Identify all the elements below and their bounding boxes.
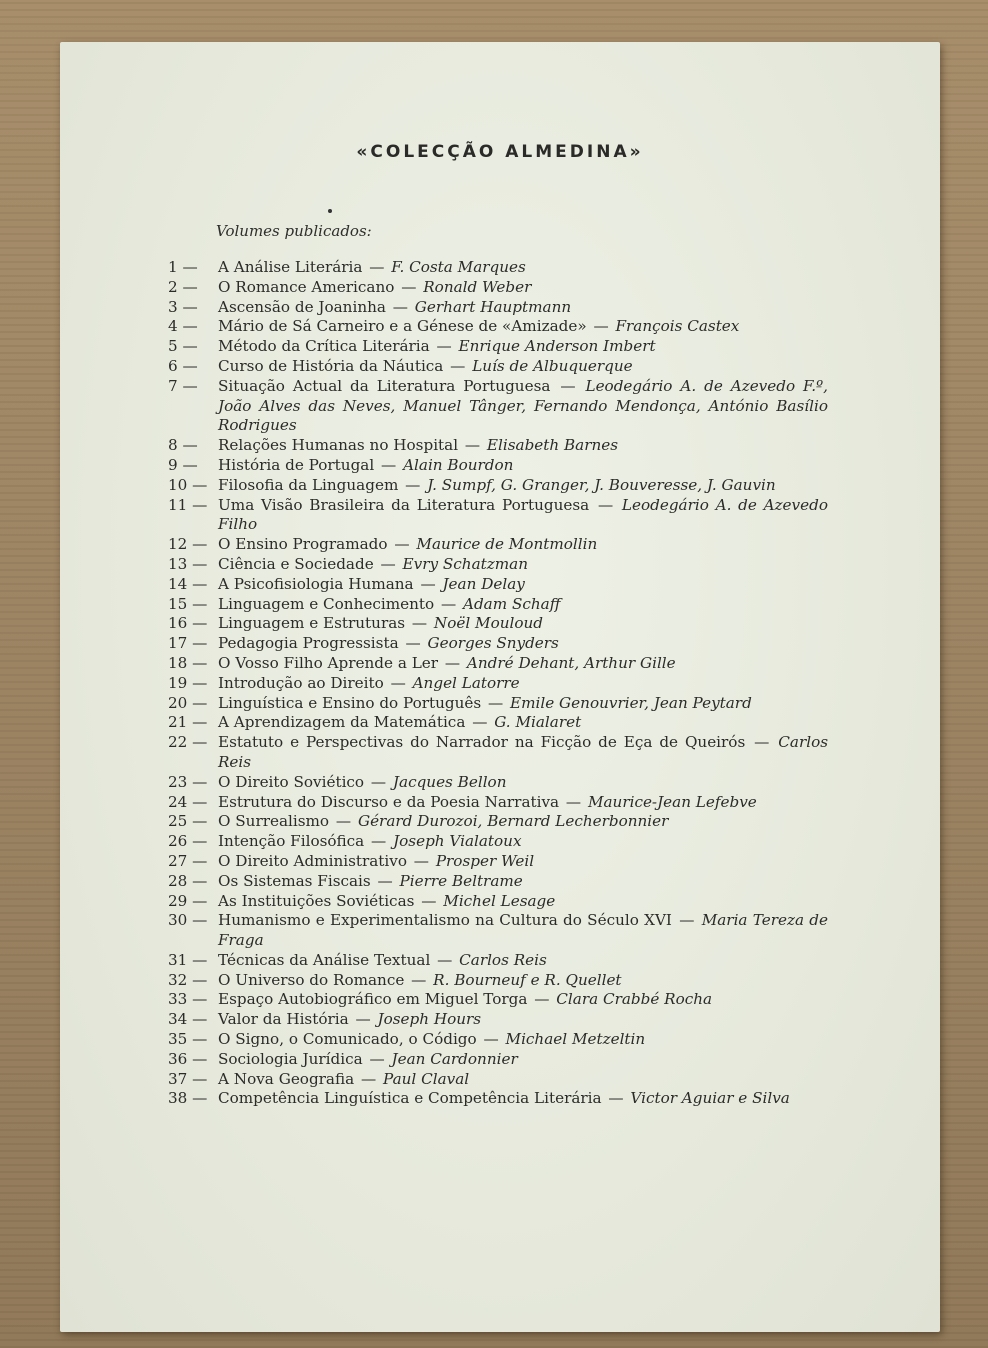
volume-entry xyxy=(218,614,828,634)
volume-entry xyxy=(218,733,828,773)
em-dash: — xyxy=(483,693,509,712)
volume-author: Leodegário A. de Azevedo Filho xyxy=(218,495,828,534)
em-dash: — xyxy=(440,653,465,672)
list-item xyxy=(168,298,828,318)
volume-number: 7 — xyxy=(168,376,198,395)
list-item xyxy=(168,337,828,357)
list-item xyxy=(168,674,828,694)
volume-number: 18 — xyxy=(168,653,208,672)
volume-number: 38 — xyxy=(168,1089,208,1108)
list-item xyxy=(168,971,828,991)
list-item xyxy=(168,1050,828,1070)
list-item xyxy=(168,614,828,634)
volume-title: O Universo do Romance xyxy=(218,970,405,989)
volume-title: Sociologia Jurídica xyxy=(218,1049,363,1068)
volume-title: Valor da História xyxy=(218,1010,349,1029)
volume-title: A Psicofisiologia Humana xyxy=(218,574,414,593)
volume-title: História de Portugal xyxy=(218,455,375,474)
volume-title: Técnicas da Análise Textual xyxy=(218,950,431,969)
volume-entry xyxy=(218,1070,828,1090)
list-item xyxy=(168,713,828,733)
list-item xyxy=(168,377,828,436)
volume-title: A Nova Geografia xyxy=(218,1069,355,1088)
list-item xyxy=(168,357,828,377)
em-dash: — xyxy=(561,792,586,811)
volume-author: Gerhart Hauptmann xyxy=(414,297,572,316)
em-dash: — xyxy=(364,258,390,276)
em-dash: — xyxy=(588,317,614,336)
volume-number: 4 — xyxy=(168,317,198,336)
em-dash: — xyxy=(385,673,411,692)
volume-entry xyxy=(218,278,828,298)
volume-title: O Signo, o Comunicado, o Código xyxy=(218,1030,477,1049)
list-item xyxy=(168,654,828,674)
volume-author: Maria Tereza de Fraga xyxy=(218,911,829,950)
volume-number: 30 — xyxy=(168,911,208,930)
volume-author: Adam Schaff xyxy=(462,594,561,613)
volume-number: 10 — xyxy=(168,475,208,494)
volume-title: Linguística e Ensino do Português xyxy=(218,693,482,712)
list-item xyxy=(168,535,828,555)
em-dash: — xyxy=(478,1030,504,1049)
volume-entry xyxy=(218,555,828,575)
list-item xyxy=(168,1030,828,1050)
em-dash: — xyxy=(389,535,415,554)
volume-author: Maurice de Montmollin xyxy=(416,535,598,554)
volume-list xyxy=(168,258,828,1109)
volume-title: Estatuto e Perspectivas do Narrador na Ficção de Eça de Queirós xyxy=(218,733,746,752)
volume-title: Ascensão de Joaninha xyxy=(218,297,386,316)
volume-number: 37 — xyxy=(168,1069,208,1088)
volume-number: 2 — xyxy=(168,277,198,296)
volume-entry xyxy=(218,674,828,694)
volume-number: 28 — xyxy=(168,871,208,890)
list-item xyxy=(168,911,828,951)
volume-entry xyxy=(218,793,828,813)
volume-number: 15 — xyxy=(168,594,208,613)
em-dash: — xyxy=(350,1010,376,1029)
volume-author: Carlos Reis xyxy=(218,733,829,771)
list-item xyxy=(168,1010,828,1030)
em-dash: — xyxy=(407,614,432,633)
volume-author: Joseph Hours xyxy=(377,1010,482,1029)
em-dash: — xyxy=(467,713,493,732)
volume-number: 27 — xyxy=(168,851,208,870)
volume-author: Paul Claval xyxy=(383,1069,470,1088)
volume-author: Jacques Bellon xyxy=(392,772,507,791)
em-dash: — xyxy=(591,495,620,514)
volume-author: Gérard Durozoi, Bernard Lecherbonnier xyxy=(357,812,669,831)
volume-title: Os Sistemas Fiscais xyxy=(218,871,371,890)
volume-entry xyxy=(218,535,828,555)
volume-title: O Vosso Filho Aprende a Ler xyxy=(218,653,439,672)
list-item xyxy=(168,634,828,654)
volume-title: Método da Crítica Literária xyxy=(218,337,430,356)
volume-entry xyxy=(218,812,828,832)
volume-number: 31 — xyxy=(168,950,208,969)
list-item xyxy=(168,694,828,714)
ink-dot xyxy=(328,209,332,213)
volume-author: André Dehant, Arthur Gille xyxy=(466,653,676,672)
volume-entry xyxy=(218,1010,828,1030)
volume-title: Humanismo e Experimentalismo na Cultura do Século XVI xyxy=(218,911,672,930)
volume-title: Linguagem e Conhecimento xyxy=(218,594,435,613)
volume-number: 33 — xyxy=(168,990,208,1009)
list-item xyxy=(168,496,828,536)
volume-title: Intenção Filosófica xyxy=(218,832,365,851)
volume-author: Prosper Weil xyxy=(435,851,535,870)
volume-author: Michel Lesage xyxy=(443,891,556,910)
list-item xyxy=(168,1089,828,1109)
volume-entry xyxy=(218,911,828,951)
volume-author: Georges Snyders xyxy=(427,634,559,653)
volume-entry xyxy=(218,990,828,1010)
em-dash: — xyxy=(673,911,700,930)
list-item xyxy=(168,456,828,476)
volume-title: Curso de História da Náutica xyxy=(218,356,444,375)
list-item xyxy=(168,892,828,912)
volume-title: Pedagogia Progressista xyxy=(218,634,399,653)
volume-entry xyxy=(218,713,828,733)
volume-entry xyxy=(218,496,828,536)
list-item xyxy=(168,278,828,298)
volume-author: Alain Bourdon xyxy=(403,455,514,474)
volume-entry xyxy=(218,1030,828,1050)
volume-number: 23 — xyxy=(168,772,208,791)
em-dash: — xyxy=(366,772,391,791)
volume-title: O Romance Americano xyxy=(218,277,395,296)
em-dash: — xyxy=(415,574,441,593)
volume-number: 1 — xyxy=(168,258,198,276)
volume-author: Maurice-Jean Lefebve xyxy=(587,792,757,811)
volume-author: Angel Latorre xyxy=(412,673,520,692)
em-dash: — xyxy=(331,812,356,831)
em-dash: — xyxy=(529,990,555,1009)
volume-entry xyxy=(218,1089,828,1109)
volume-entry xyxy=(218,634,828,654)
volume-entry xyxy=(218,436,828,456)
em-dash: — xyxy=(406,970,432,989)
volume-title: O Direito Soviético xyxy=(218,772,365,791)
list-item xyxy=(168,575,828,595)
volume-title: Uma Visão Brasileira da Literatura Portuguesa xyxy=(218,495,590,514)
volume-title: O Ensino Programado xyxy=(218,535,388,554)
list-item xyxy=(168,872,828,892)
series-title: «COLECÇÃO ALMEDINA» xyxy=(356,142,644,162)
em-dash: — xyxy=(356,1069,382,1088)
volume-number: 19 — xyxy=(168,673,208,692)
list-item xyxy=(168,476,828,496)
list-item xyxy=(168,852,828,872)
list-item xyxy=(168,773,828,793)
volume-entry xyxy=(218,892,828,912)
volume-title: O Surrealismo xyxy=(218,812,330,831)
volume-number: 12 — xyxy=(168,535,208,554)
volume-entry xyxy=(218,654,828,674)
volume-author: Carlos Reis xyxy=(459,950,547,969)
list-item xyxy=(168,1070,828,1090)
list-item xyxy=(168,595,828,615)
em-dash: — xyxy=(460,436,485,455)
volume-title: Relações Humanas no Hospital xyxy=(218,436,459,455)
volume-number: 14 — xyxy=(168,574,208,593)
volume-entry xyxy=(218,694,828,714)
published-volumes-heading: Volumes publicados: xyxy=(216,222,372,240)
volume-entry xyxy=(218,298,828,318)
volume-title: Estrutura do Discurso e da Poesia Narrativa xyxy=(218,792,560,811)
volume-title: As Instituições Soviéticas xyxy=(218,891,415,910)
em-dash: — xyxy=(376,455,402,474)
volume-author: J. Sumpf, G. Granger, J. Bouveresse, J. Gauvin xyxy=(427,475,776,494)
volume-entry xyxy=(218,575,828,595)
volume-title: Situação Actual da Literatura Portuguesa xyxy=(218,376,551,395)
volume-title: A Aprendizagem da Matemática xyxy=(218,713,466,732)
volume-number: 35 — xyxy=(168,1030,208,1049)
volume-title: Espaço Autobiográfico em Miguel Torga xyxy=(218,990,528,1009)
em-dash: — xyxy=(431,337,457,356)
list-item xyxy=(168,258,828,278)
volume-number: 8 — xyxy=(168,436,198,455)
volume-number: 36 — xyxy=(168,1049,208,1068)
volume-number: 22 — xyxy=(168,733,208,752)
volume-entry xyxy=(218,773,828,793)
volume-author: Luís de Albuquerque xyxy=(472,356,633,375)
volume-author: Clara Crabbé Rocha xyxy=(556,990,713,1009)
list-item xyxy=(168,793,828,813)
volume-title: A Análise Literária xyxy=(218,258,363,276)
volume-entry xyxy=(218,258,828,278)
volume-number: 11 — xyxy=(168,495,208,514)
em-dash: — xyxy=(366,832,392,851)
list-item xyxy=(168,733,828,773)
em-dash: — xyxy=(387,297,413,316)
volume-author: Leodegário A. de Azevedo F.º, João Alves das Neves, Manuel Tânger, Fernando Mendonça, António Basílio Rodrigues xyxy=(218,376,829,435)
list-item xyxy=(168,812,828,832)
volume-number: 3 — xyxy=(168,297,198,316)
volume-entry xyxy=(218,595,828,615)
volume-title: Ciência e Sociedade xyxy=(218,554,374,573)
volume-author: François Castex xyxy=(615,317,740,336)
book-back-cover xyxy=(60,42,940,1332)
em-dash: — xyxy=(400,634,426,653)
volume-entry xyxy=(218,357,828,377)
volume-author: Jean Cardonnier xyxy=(391,1049,518,1068)
volume-author: Jean Delay xyxy=(442,574,525,593)
volume-author: R. Bourneuf e R. Quellet xyxy=(433,970,622,989)
volume-entry xyxy=(218,1050,828,1070)
volume-author: Noël Mouloud xyxy=(433,614,543,633)
em-dash: — xyxy=(603,1089,629,1108)
volume-entry xyxy=(218,832,828,852)
volume-entry xyxy=(218,317,828,337)
volume-entry xyxy=(218,852,828,872)
volume-author: G. Mialaret xyxy=(494,713,582,732)
volume-author: Ronald Weber xyxy=(423,277,532,296)
volume-number: 24 — xyxy=(168,792,208,811)
volume-author: Michael Metzeltin xyxy=(505,1030,646,1049)
volume-number: 32 — xyxy=(168,970,208,989)
volume-number: 5 — xyxy=(168,337,198,356)
em-dash: — xyxy=(436,594,461,613)
em-dash: — xyxy=(396,277,422,296)
volume-number: 9 — xyxy=(168,455,198,474)
volume-entry xyxy=(218,476,828,496)
volume-author: Pierre Beltrame xyxy=(399,871,523,890)
em-dash: — xyxy=(552,376,584,395)
volume-entry xyxy=(218,872,828,892)
list-item xyxy=(168,832,828,852)
em-dash: — xyxy=(445,356,471,375)
volume-number: 29 — xyxy=(168,891,208,910)
volume-number: 21 — xyxy=(168,713,208,732)
volume-entry xyxy=(218,951,828,971)
volume-number: 20 — xyxy=(168,693,208,712)
volume-number: 6 — xyxy=(168,356,198,375)
volume-author: Joseph Vialatoux xyxy=(393,832,522,851)
em-dash: — xyxy=(364,1049,390,1068)
em-dash: — xyxy=(372,871,398,890)
volume-author: Elisabeth Barnes xyxy=(486,436,619,455)
volume-number: 25 — xyxy=(168,812,208,831)
list-item xyxy=(168,990,828,1010)
em-dash: — xyxy=(432,950,458,969)
em-dash: — xyxy=(408,851,434,870)
volume-title: Competência Linguística e Competência Literária xyxy=(218,1089,602,1108)
volume-number: 13 — xyxy=(168,554,208,573)
em-dash: — xyxy=(400,475,426,494)
list-item xyxy=(168,317,828,337)
volume-title: O Direito Administrativo xyxy=(218,851,407,870)
volume-author: F. Costa Marques xyxy=(391,258,526,276)
volume-entry xyxy=(218,337,828,357)
em-dash: — xyxy=(375,554,401,573)
list-item xyxy=(168,555,828,575)
volume-number: 34 — xyxy=(168,1010,208,1029)
list-item xyxy=(168,951,828,971)
list-item xyxy=(168,436,828,456)
volume-entry xyxy=(218,456,828,476)
volume-entry xyxy=(218,377,828,436)
volume-entry xyxy=(218,971,828,991)
volume-author: Emile Genouvrier, Jean Peytard xyxy=(510,693,752,712)
volume-number: 26 — xyxy=(168,832,208,851)
volume-author: Enrique Anderson Imbert xyxy=(458,337,656,356)
volume-title: Filosofia da Linguagem xyxy=(218,475,399,494)
volume-author: Victor Aguiar e Silva xyxy=(630,1089,790,1108)
volume-title: Introdução ao Direito xyxy=(218,673,384,692)
em-dash: — xyxy=(747,733,777,752)
volume-number: 17 — xyxy=(168,634,208,653)
em-dash: — xyxy=(416,891,442,910)
volume-author: Evry Schatzman xyxy=(402,554,528,573)
volume-number: 16 — xyxy=(168,614,208,633)
volume-title: Mário de Sá Carneiro e a Génese de «Amizade» xyxy=(218,317,587,336)
volume-title: Linguagem e Estruturas xyxy=(218,614,406,633)
